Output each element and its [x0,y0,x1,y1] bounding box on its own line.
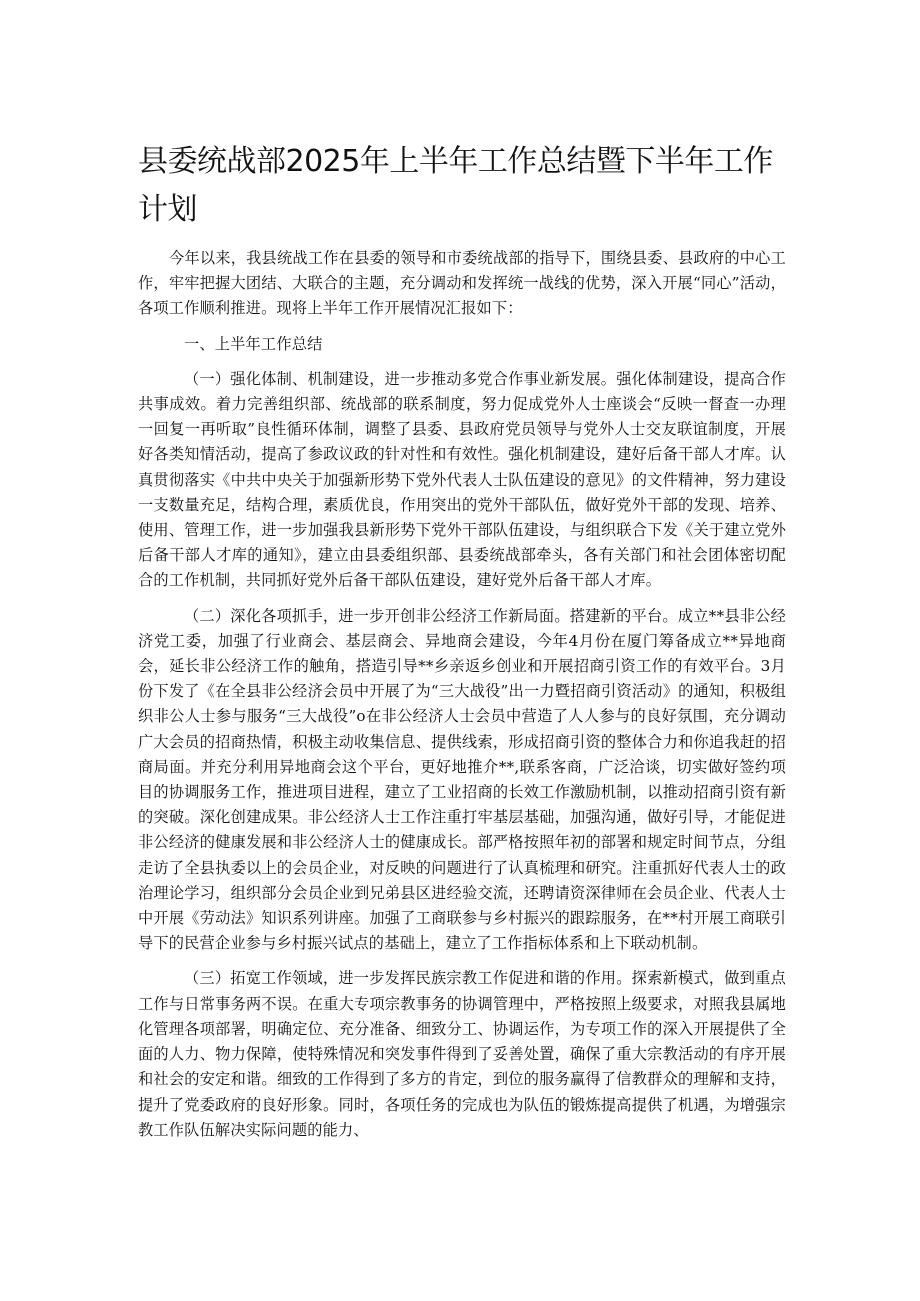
intro-paragraph: 今年以来，我县统战工作在县委的领导和市委统战部的指导下，围绕县委、县政府的中心工作，牢牢把握大团结、大联合的主题，充分调动和发挥统一战线的优势，深入开展“同心”活动，各项工作顺利推进。现将上半年工作开展情况汇报如下： [138,249,786,318]
section-paragraph-3: （三）拓宽工作领域，进一步发挥民族宗教工作促进和谐的作用。探索新模式，做到重点工作与日常事务两不误。在重大专项宗教事务的协调管理中，严格按照上级要求，对照我县属地化管理各项部署，明确定位、充分准备、细致分工、协调运作，为专项工作的深入开展提供了全面的人力、物力保障，使特殊情况和突发事件得到了妥善处置，确保了重大宗教活动的有序开展和社会的安定和谐。细致的工作得到了多方的肯定，到位的服务赢得了信教群众的理解和支持，提升了党委政府的良好形象。同时，各项任务的完成也为队伍的锻炼提高提供了机遇，为增强宗教工作队伍解决实际问题的能力、 [138,969,786,1139]
document-title: 县委统战部2025年上半年工作总结暨下半年工作计划 [138,144,773,227]
section-paragraph-2: （二）深化各项抓手，进一步开创非公经济工作新局面。搭建新的平台。成立**县非公经济党工委，加强了行业商会、基层商会、异地商会建设，今年4月份在厦门筹备成立**异地商会，延长非公经济工作的触角，搭造引导**乡亲返乡创业和开展招商引资工作的有效平台。3月份下发了《在全县非公经济会员中开展了为“三大战役”出一力暨招商引资活动》的通知，积极组织非公人士参与服务“三大战役”o在非公经济人士会员中营造了人人参与的良好氛围，充分调动广大会员的招商热情，积极主动收集信息、提供线索，形成招商引资的整体合力和你追我赶的招商局面。并充分利用异地商会这个平台，更好地推介**,联系客商，广泛洽谈，切实做好签约项目的协调服务工作，推进项目进程，建立了工业招商的长效工作激励机制，以推动招商引资有新的突破。深化创建成果。非公经济人士工作注重打牢基层基础，加强沟通，做好引导，才能促进非公经济的健康发展和非公经济人士的健康成长。部严格按照年初的部署和规定时间节点，分组走访了全县执委以上的会员企业，对反映的问题进行了认真梳理和研究。注重抓好代表人士的政治理论学习，组织部分会员企业到兄弟县区进经验交流，还聘请资深律师在会员企业、代表人士中开展《劳动法》知识系列讲座。加强了工商联参与乡村振兴的跟踪服务，在**村开展工商联引导下的民营企业参与乡村振兴试点的基础上，建立了工作指标体系和上下联动机制。 [138,606,786,953]
section-paragraph-1: （一）强化体制、机制建设，进一步推动多党合作事业新发展。强化体制建设，提高合作共事成效。着力完善组织部、统战部的联系制度，努力促成党外人士座谈会“反映一督查一办理一回复一再听取”良性循环体制，调整了县委、县政府党员领导与党外人士交友联谊制度，开展好各类知情活动，提高了参政议政的针对性和有效性。强化机制建设，建好后备干部人才库。认真贯彻落实《中共中央关于加强新形势下党外代表人士队伍建设的意见》的文件精神，努力建设一支数量充足，结构合理，素质优良，作用突出的党外干部队伍，做好党外干部的发现、培养、使用、管理工作，进一步加强我县新形势下党外干部队伍建设，与组织联合下发《关于建立党外后备干部人才库的通知》，建立由县委组织部、县委统战部牵头，各有关部门和社会团体密切配合的工作机制，共同抓好党外后备干部队伍建设，建好党外后备干部人才库。 [138,369,786,590]
document-body [138,246,786,1153]
section-heading: 一、上半年工作总结 [184,334,323,353]
